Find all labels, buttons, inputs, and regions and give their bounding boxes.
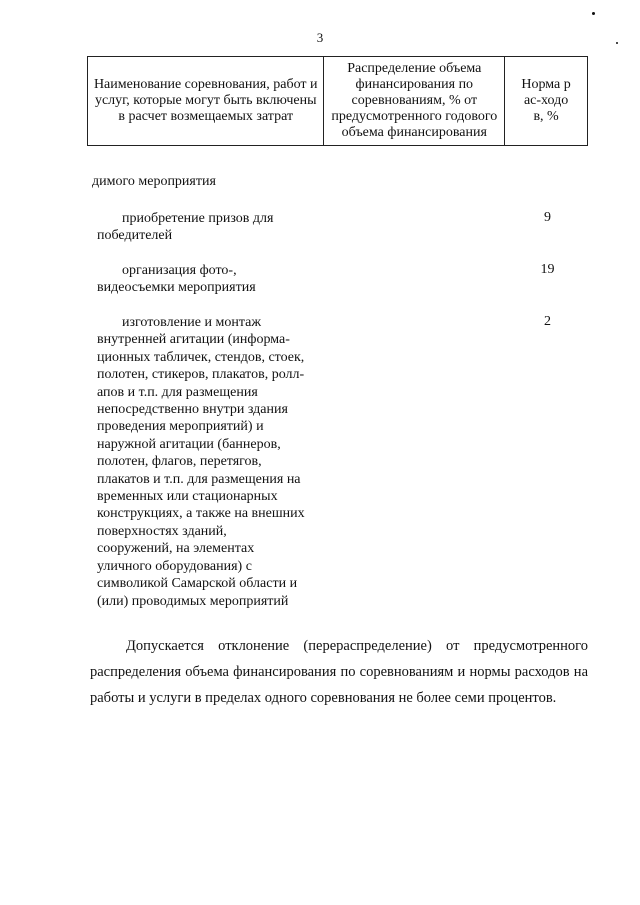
continued-cell-text: димого мероприятия	[92, 174, 216, 189]
row-text-line: апов и т.п. для размещения	[97, 384, 258, 400]
header-norm-column: Норма рас-ходов, %	[505, 57, 588, 146]
row-text-line: наружной агитации (баннеров,	[97, 436, 281, 452]
row-text-line: (или) проводимых мероприятий	[97, 593, 289, 609]
row-value: 2	[544, 314, 551, 329]
scan-speck	[592, 12, 595, 15]
row-text-line: внутренней агитации (информа-	[97, 332, 290, 348]
row-text-line: непосредственно внутри здания	[97, 402, 288, 418]
table-header	[87, 56, 588, 146]
row-value: 19	[540, 262, 555, 277]
row-text-line: организация фото-,	[122, 263, 237, 278]
row-text-line: плакатов и т.п. для размещения на	[97, 471, 301, 487]
page-number: 3	[316, 30, 324, 45]
row-text-line: проведения мероприятий) и	[97, 419, 264, 435]
header-name-column: Наименование соревнования, работ и услуг, которые могут быть включены в расчет возмещаемых затрат	[88, 57, 324, 146]
row-text-line: полотен, флагов, перетягов,	[97, 454, 262, 470]
row-text-line: уличного оборудования) с	[97, 558, 252, 574]
table-row	[97, 262, 342, 297]
row-text-line: временных или стационарных	[97, 489, 278, 505]
scan-speck	[616, 42, 618, 44]
row-text-line: символикой Самарской области и	[97, 576, 298, 592]
body-paragraph: Допускается отклонение (перераспределение) от предусмотренного распределения объема финансирования по соревнованиям и нормы расходов на работы и услуги в пределах одного соревнования не более семи процентов.	[90, 638, 588, 706]
row-text-line: видеосъемки мероприятия	[97, 280, 256, 296]
row-text-line: конструкциях, а также на внешних	[97, 506, 305, 522]
header-distribution-column: Распределение объема финансирования по соревнованиям, % от предусмотренного годового объема финансирования	[324, 57, 505, 146]
row-text-line: победителей	[97, 228, 173, 244]
row-value: 9	[544, 210, 551, 225]
row-text-line: приобретение призов для	[122, 211, 274, 226]
row-text-line: поверхностях зданий,	[97, 523, 227, 539]
table-row	[97, 210, 342, 245]
row-text-line: полотен, стикеров, плакатов, ролл-	[97, 367, 305, 383]
row-text-line: сооружений, на элементах	[97, 541, 255, 557]
row-text-line: изготовление и монтаж	[122, 315, 262, 330]
table-row	[97, 314, 342, 610]
row-text-line: ционных табличек, стендов, стоек,	[97, 349, 305, 365]
